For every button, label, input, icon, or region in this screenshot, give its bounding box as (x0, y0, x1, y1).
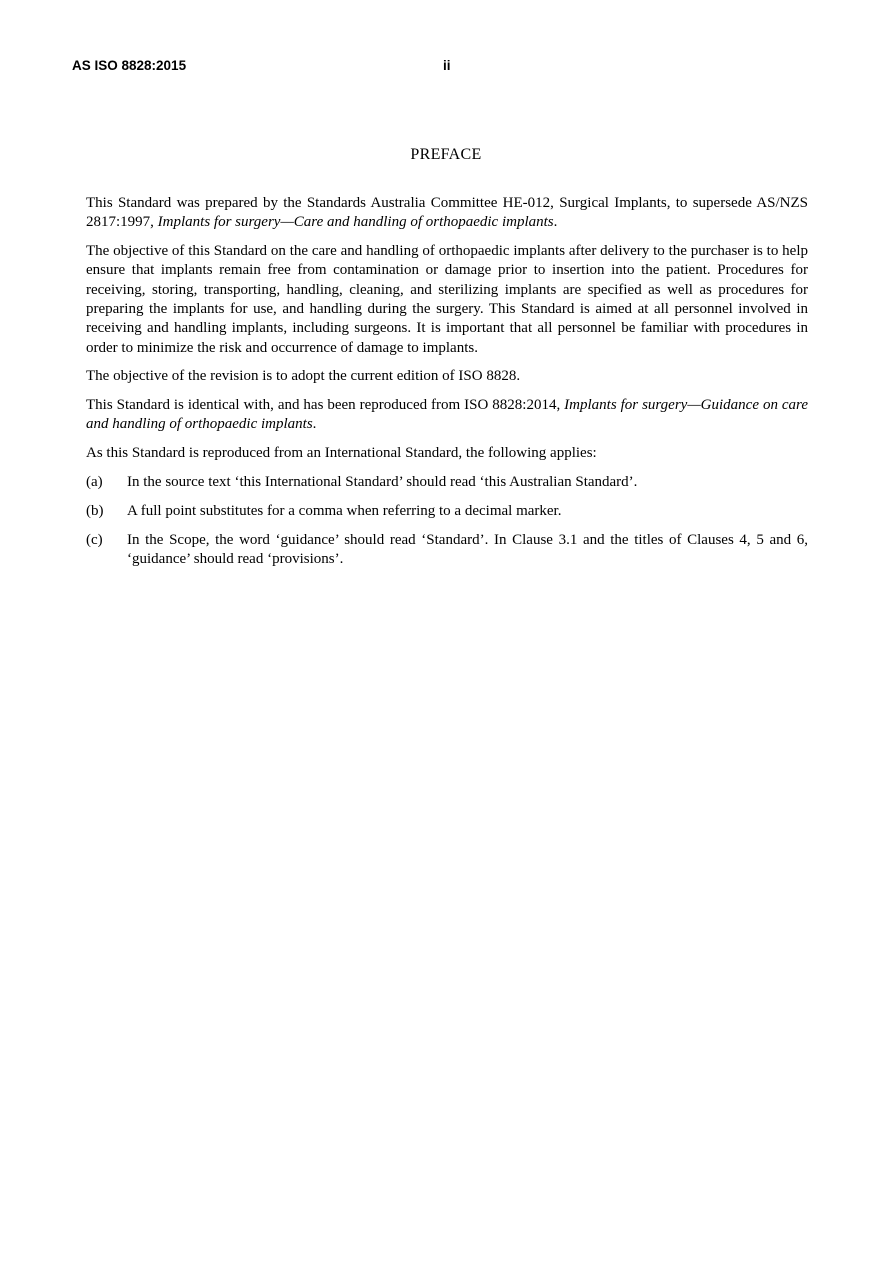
preface-body (86, 194, 808, 579)
list-item-text: A full point substitutes for a comma when referring to a decimal marker. (127, 502, 562, 519)
page-header (72, 58, 820, 78)
paragraph-3: The objective of the revision is to adopt the current edition of ISO 8828. (86, 368, 521, 385)
paragraph-1-citation: Implants for surgery—Care and handling of orthopaedic implants (157, 214, 554, 231)
list-item-text: In the Scope, the word ‘guidance’ should read ‘Standard’. In Clause 3.1 and the titles of Clauses 4, 5 and 6, ‘guidance’ should read ‘provisions’. (127, 531, 808, 567)
paragraph-4 (86, 396, 808, 435)
standard-id: AS ISO 8828:2015 (72, 58, 187, 73)
section-title: PREFACE (410, 146, 482, 163)
paragraph-1-end: . (553, 214, 558, 231)
list-item-label: (a) (86, 474, 103, 491)
list-item (86, 502, 808, 521)
paragraph-4-end: . (312, 416, 317, 433)
page-number: ii (443, 58, 451, 73)
list-item-text: In the source text ‘this International Standard’ should read ‘this Australian Standard’. (127, 474, 638, 491)
paragraph-1-text: This Standard was prepared by the Standards Australia Committee HE-012, Surgical Implants, to supersede AS/NZS 2817:1997, (86, 195, 808, 231)
paragraph-2: The objective of this Standard on the care and handling of orthopaedic implants after delivery to the purchaser is to help ensure that implants remain free from contamination or damage prior to insertion into the patient. Procedures for receiving, storing, transporting, handling, cleaning, and sterilizing implants are specified as well as procedures for preparing the implants for use, and handling during the surgery. This Standard is aimed at all personnel involved in receiving and handling implants, including surgeons. It is important that all personnel be familiar with procedures in order to minimize the risk and occurrence of damage to implants. (86, 243, 808, 356)
paragraph-4-citation: Implants for surgery—Guidance on care and handling of orthopaedic implants (86, 397, 808, 433)
paragraph-1 (86, 194, 808, 233)
list-item-label: (b) (86, 502, 104, 519)
paragraph-5: As this Standard is reproduced from an International Standard, the following applies: (86, 445, 597, 462)
list-item (86, 473, 808, 492)
paragraph-4-text: This Standard is identical with, and has been reproduced from ISO 8828:2014, (86, 397, 565, 414)
list-item-label: (c) (86, 531, 103, 548)
list-item (86, 531, 808, 570)
